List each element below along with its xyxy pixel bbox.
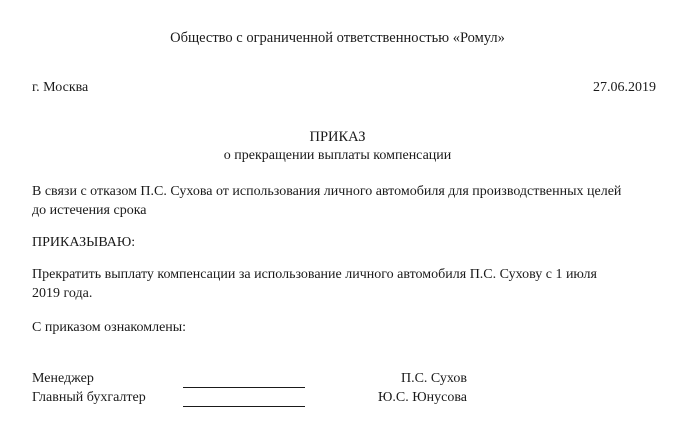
document-subtitle: о прекращении выплаты компенсации (223, 148, 452, 163)
document-city: г. Москва (32, 80, 89, 95)
signature-row (0, 390, 675, 409)
document-title: ПРИКАЗ (309, 129, 366, 145)
organization-name: Общество с ограниченной ответственностью «Ромул» (170, 30, 505, 46)
order-paragraph (32, 265, 662, 303)
signature-row (0, 371, 675, 390)
document-date: 27.06.2019 (593, 80, 656, 95)
order-word: ПРИКАЗЫВАЮ: (32, 235, 136, 250)
signature-role: Менеджер (32, 371, 94, 386)
preamble-line-1: В связи с отказом П.С. Сухова от использования личного автомобиля для производственных целей (32, 184, 622, 199)
preamble-paragraph (32, 182, 662, 220)
order-line-1: Прекратить выплату компенсации за использование личного автомобиля П.С. Сухову с 1 июля (32, 267, 597, 282)
acknowledgement-label: С приказом ознакомлены: (32, 320, 187, 335)
order-line-2: 2019 года. (32, 286, 93, 301)
signature-name: П.С. Сухов (400, 371, 467, 386)
signature-line (183, 387, 305, 388)
signature-name: Ю.С. Юнусова (378, 390, 467, 405)
preamble-line-2: до истечения срока (32, 203, 147, 218)
signature-role: Главный бухгалтер (32, 390, 146, 405)
signature-line (183, 406, 305, 407)
